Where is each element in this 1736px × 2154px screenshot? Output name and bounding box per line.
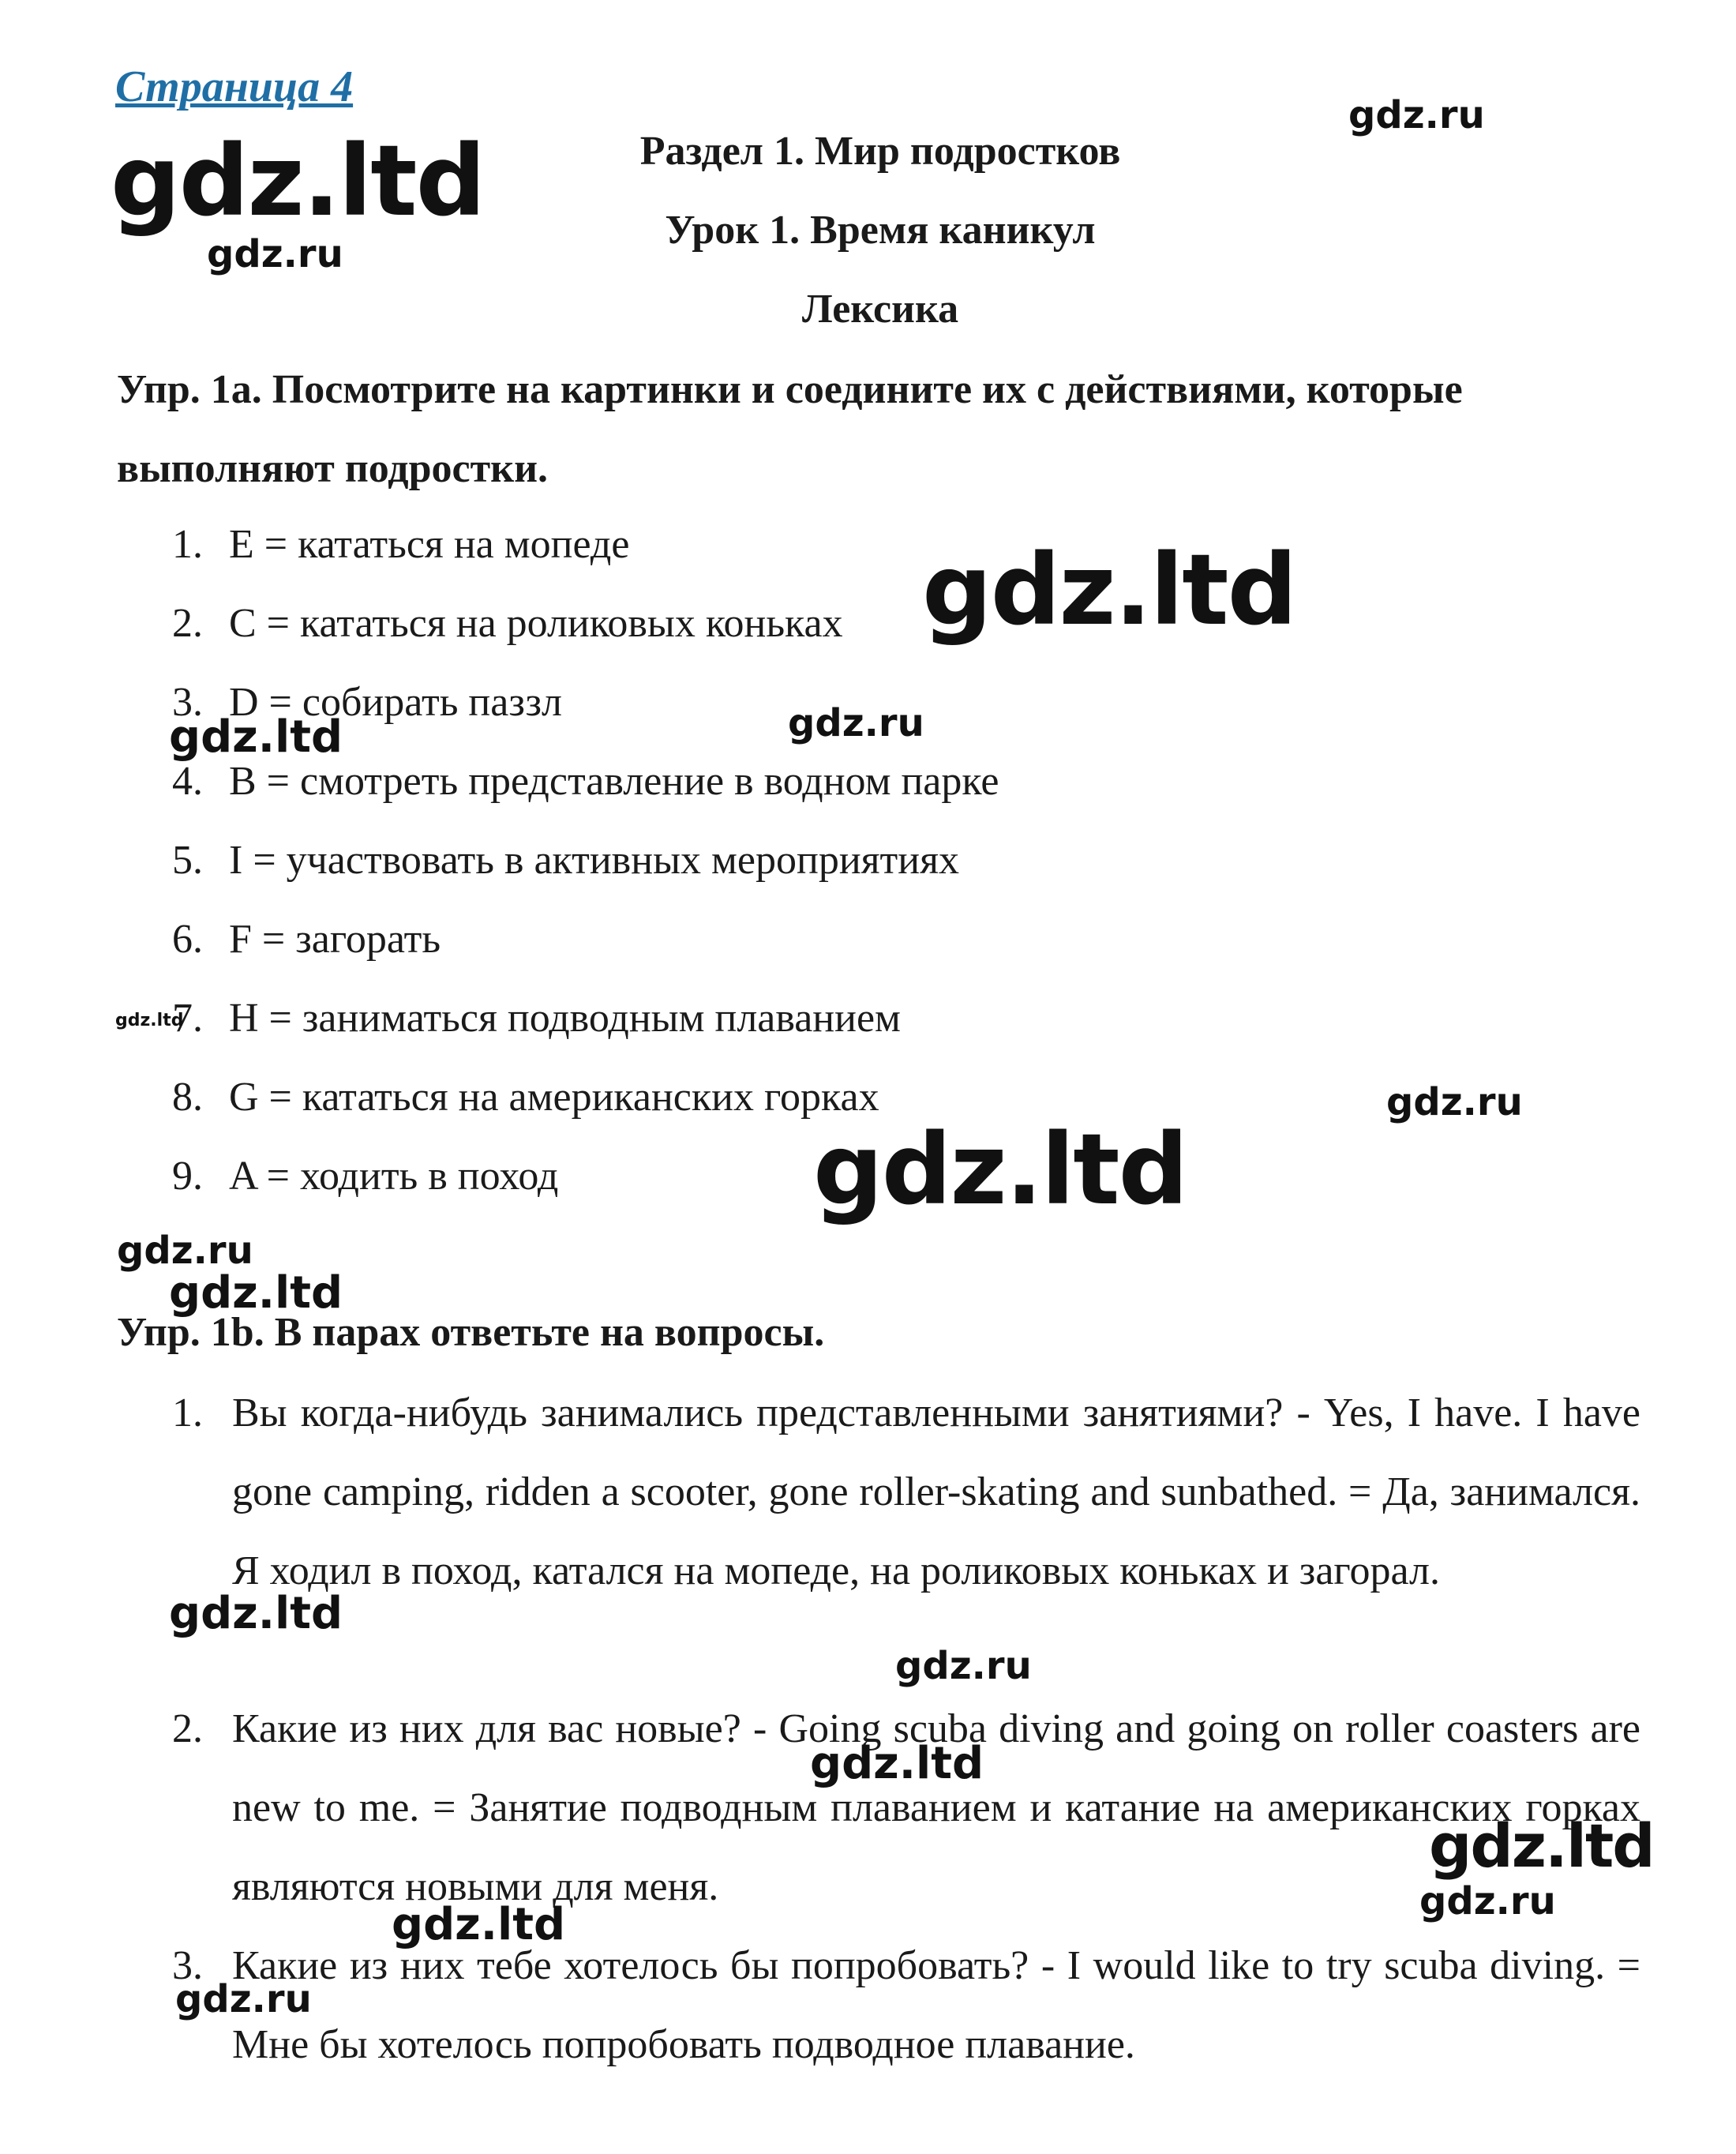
watermark: gdz.ru bbox=[1386, 1080, 1523, 1124]
list-item bbox=[172, 1137, 558, 1216]
watermark: gdz.ru bbox=[1419, 1879, 1556, 1923]
watermark: gdz.ltd bbox=[111, 125, 485, 238]
item-text: D = собирать паззл bbox=[229, 680, 562, 725]
item-number: 3. bbox=[172, 1943, 203, 1988]
item-text: G = кататься на американских горках bbox=[229, 1075, 879, 1120]
topic-heading: Лексика bbox=[801, 287, 959, 332]
item-text: C = кататься на роликовых коньках bbox=[229, 601, 843, 646]
item-number: 7. bbox=[172, 996, 203, 1041]
list-item bbox=[172, 979, 901, 1058]
item-number: 3. bbox=[172, 680, 203, 725]
qa-item bbox=[172, 1927, 1640, 2085]
page-link[interactable]: Страница 4 bbox=[115, 62, 354, 111]
item-text: Какие из них для вас новые? - Going scuba diving and going on roller coasters are new to me. = Занятие подводным плаванием и катание на американских горках являются новыми для меня. bbox=[232, 1706, 1640, 1909]
list-item bbox=[172, 584, 843, 663]
watermark: gdz.ltd bbox=[169, 1267, 343, 1319]
item-text: A = ходить в поход bbox=[229, 1154, 559, 1199]
item-number: 9. bbox=[172, 1154, 203, 1199]
item-number: 1. bbox=[172, 522, 203, 567]
watermark: gdz.ru bbox=[895, 1644, 1032, 1688]
list-item bbox=[172, 1058, 879, 1137]
watermark: gdz.ru bbox=[175, 1977, 312, 2021]
item-text: Какие из них тебе хотелось бы попробовать? - I would like to try scuba diving. = Мне бы хотелось попробовать подводное плавание. bbox=[232, 1943, 1640, 2067]
watermark: gdz.ltd bbox=[922, 534, 1296, 647]
item-number: 2. bbox=[172, 1706, 203, 1751]
item-text: B = смотреть представление в водном парке bbox=[229, 759, 999, 804]
qa-item bbox=[172, 1374, 1640, 1611]
section-heading: Раздел 1. Мир подростков bbox=[639, 129, 1121, 174]
item-number: 5. bbox=[172, 838, 203, 883]
list-item bbox=[172, 821, 959, 900]
watermark: gdz.ru bbox=[117, 1229, 253, 1273]
watermark: gdz.ltd bbox=[810, 1738, 984, 1789]
exercise-1b-title: Упр. 1b. В парах ответьте на вопросы. bbox=[117, 1310, 825, 1355]
watermark: gdz.ru bbox=[207, 232, 343, 276]
list-item bbox=[172, 900, 441, 979]
watermark: gdz.ltd bbox=[169, 711, 343, 763]
item-number: 1. bbox=[172, 1390, 203, 1435]
list-item bbox=[172, 505, 629, 584]
item-text: Вы когда-нибудь занимались представленными занятиями? - Yes, I have. I have gone camping, ridden a scooter, gone roller-skating and sunbathed. = Да, занимался. Я ходил в поход, катался на мопеде, на роликовых коньках и загорал. bbox=[232, 1390, 1640, 1593]
exercise-1a-title: Упр. 1a. Посмотрите на картинки и соедините их с действиями, которые выполняют подростки. bbox=[117, 367, 1463, 491]
item-text: E = кататься на мопеде bbox=[229, 522, 630, 567]
watermark: gdz.ltd bbox=[392, 1899, 566, 1950]
watermark: gdz.ru bbox=[788, 701, 924, 745]
watermark: gdz.ltd bbox=[813, 1113, 1187, 1227]
item-number: 4. bbox=[172, 759, 203, 804]
lesson-heading: Урок 1. Время каникул bbox=[665, 208, 1096, 253]
item-number: 8. bbox=[172, 1075, 203, 1120]
watermark: gdz.ru bbox=[1348, 93, 1485, 137]
item-text: H = заниматься подводным плаванием bbox=[229, 996, 901, 1041]
item-number: 2. bbox=[172, 601, 203, 646]
item-text: I = участвовать в активных мероприятиях bbox=[229, 838, 960, 883]
watermark: gdz.ltd bbox=[169, 1588, 343, 1639]
watermark: gdz.ltd bbox=[1429, 1811, 1654, 1881]
item-text: F = загорать bbox=[229, 917, 441, 962]
item-number: 6. bbox=[172, 917, 203, 962]
watermark: gdz.ltd bbox=[115, 1011, 184, 1030]
